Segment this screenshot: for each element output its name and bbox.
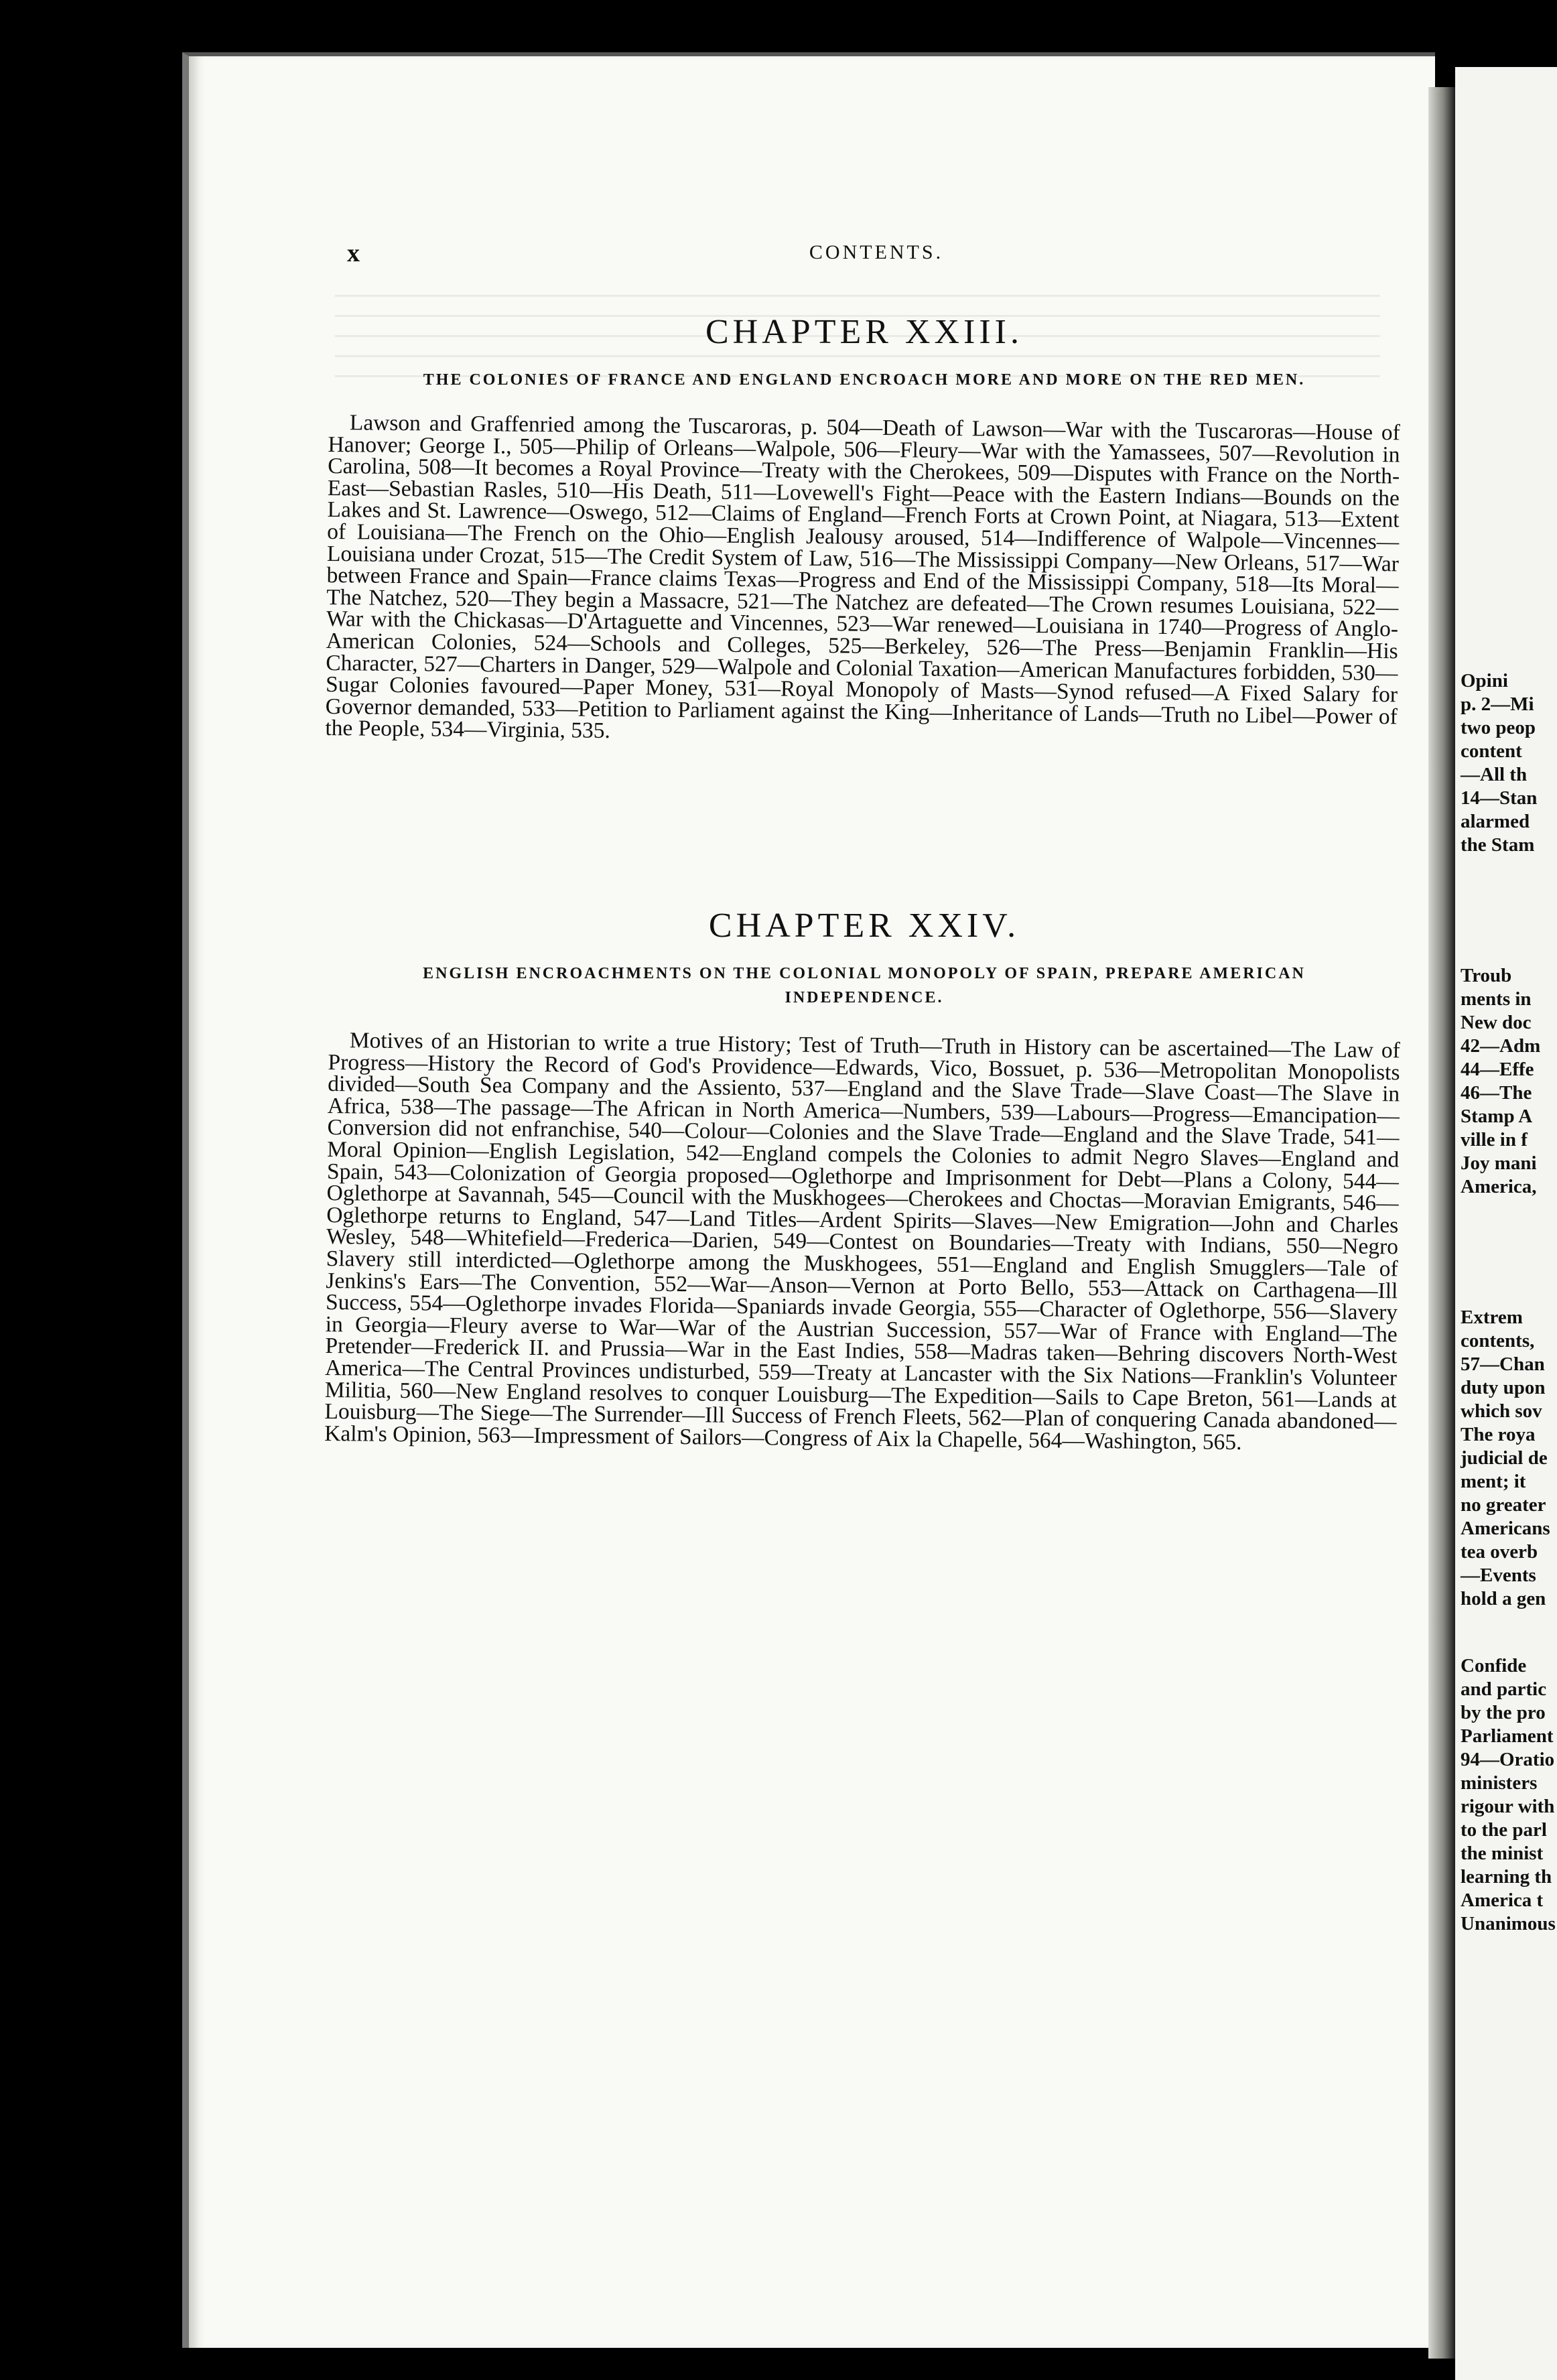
facing-page-line: 46—The (1461, 1082, 1532, 1104)
facing-page-line: hold a gen (1461, 1588, 1546, 1609)
facing-page-line: —Events (1461, 1565, 1536, 1586)
facing-page-line: Troub (1461, 965, 1512, 986)
facing-page-line: New doc (1461, 1012, 1532, 1033)
facing-page-line: ministers (1461, 1772, 1538, 1794)
facing-page-line: Americans (1461, 1518, 1550, 1539)
facing-page-line: which sov (1461, 1400, 1542, 1422)
running-header (347, 239, 1406, 265)
facing-page-line: the Stam (1461, 834, 1535, 856)
chapter-subtitle: ENGLISH ENCROACHMENTS ON THE COLONIAL MONOPOLY OF SPAIN, PREPARE AMERICAN INDEPENDENCE. (423, 965, 1306, 1006)
book-gutter (1428, 87, 1455, 2359)
facing-page-line: ville in f (1461, 1129, 1528, 1150)
facing-page-line: content (1461, 740, 1522, 762)
chapter-title: CHAPTER XXIII. (705, 313, 1023, 351)
facing-page-line: The roya (1461, 1424, 1536, 1445)
facing-page-line: by the pro (1461, 1702, 1546, 1723)
chapter-xxiii (325, 312, 1400, 744)
running-header-title: CONTENTS. (809, 241, 944, 263)
facing-page-line: rigour with (1461, 1796, 1555, 1817)
chapter-subtitle: THE COLONIES OF FRANCE AND ENGLAND ENCROACH MORE AND MORE ON THE RED MEN. (423, 371, 1306, 389)
facing-page-line: to the parl (1461, 1819, 1547, 1841)
facing-page-line: duty upon (1461, 1377, 1546, 1398)
facing-page-line: the minist (1461, 1843, 1544, 1864)
chapter-title: CHAPTER XXIV. (708, 907, 1020, 945)
facing-page-line: ment; it (1461, 1471, 1526, 1492)
facing-page-line: contents, (1461, 1330, 1535, 1351)
facing-page-line: Parliament (1461, 1725, 1554, 1747)
facing-page-line: 14—Stan (1461, 787, 1538, 809)
facing-page-line: and partic (1461, 1678, 1547, 1700)
facing-page-line: 42—Adm (1461, 1035, 1541, 1057)
facing-page-line: Joy mani (1461, 1152, 1537, 1174)
facing-page-line: —All th (1461, 764, 1528, 785)
facing-page-line: judicial de (1461, 1447, 1548, 1469)
facing-page-line: 94—Oratio (1461, 1749, 1555, 1770)
facing-page-line: alarmed (1461, 811, 1530, 832)
facing-page-line: 57—Chan (1461, 1353, 1545, 1375)
facing-page-line: two peop (1461, 717, 1536, 738)
chapter-xxiv (324, 906, 1400, 1455)
facing-page-line: tea overb (1461, 1541, 1538, 1563)
facing-page-line: learning th (1461, 1866, 1552, 1888)
facing-page-line: p. 2—Mi (1461, 693, 1534, 715)
chapter-summary: Lawson and Graffenried among the Tuscaroras, p. 504—Death of Lawson—War with the Tuscaroras—House of Hanover; George I., 505—Philip of Orleans—Walpole, 506—Fleury—War with the Yamassees, 507—Revolution in Carolina, 508—It becomes a Royal Province—Treaty with the Cherokees, 509—Disputes with France on the North-East—Sebastian Rasles, 510—His Death, 511—Lovewell's Fight—Peace with the Eastern Indians—Bounds on the Lakes and St. Lawrence—Oswego, 512—Claims of England—French Forts at Crown Point, at Niagara, 513—Extent of Louisiana—The French on the Ohio—English Jealousy aroused, 514—Indifference of Walpole—Vincennes—Louisiana under Crozat, 515—The Credit System of Law, 516—The Mississippi Company—New Orleans, 517—War between France and Spain—France claims Texas—Progress and End of the Mississippi Company, 518—Its Moral—The Natchez, 520—They begin a Massacre, 521—The Natchez are defeated—The Crown resumes Louisiana, 522—War with the Chickasas—D'Artaguette and Vincennes, 523—War renewed—Louisiana in 1740—Progress of Anglo-American Colonies, 524—Schools and Colleges, 525—Berkeley, 526—The Press—Benjamin Franklin—His Character, 527—Charters in Danger, 529—Walpole and Colonial Taxation—American Manufactures forbidden, 530—Sugar Colonies favoured—Paper Money, 531—Royal Monopoly of Masts—Synod refused—A Fixed Salary for Governor demanded, 533—Petition to Parliament against the King—Inheritance of Lands—Truth no Libel—Power of the People, 534—Virginia, 535. (325, 410, 1400, 744)
page-numeral: x (347, 239, 360, 267)
facing-page-line: Opini (1461, 670, 1508, 691)
facing-page-edge (1455, 67, 1557, 2380)
facing-page-line: Confide (1461, 1655, 1527, 1676)
facing-page-line: 44—Effe (1461, 1059, 1534, 1080)
facing-page-line: Stamp A (1461, 1106, 1533, 1127)
facing-page-line: America t (1461, 1890, 1544, 1911)
facing-page-line: no greater (1461, 1494, 1546, 1516)
facing-page-line: America, (1461, 1176, 1537, 1197)
facing-page-line: Extrem (1461, 1307, 1523, 1328)
facing-page-line: ments in (1461, 988, 1532, 1010)
chapter-summary: Motives of an Historian to write a true History; Test of Truth—Truth in History can be ascertained—The Law of Progress—History the Record of God's Providence—Edwards, Vico, Bossuet, p. 536—Metropolitan Monopolists divided—South Sea Company and the Assiento, 537—England and the Slave Trade—Slave Coast—The Slave in Africa, 538—The passage—The African in North America—Numbers, 539—Labours—Progress—Emancipation—Conversion did not enfranchise, 540—Colour—Colonies and the Slave Trade—England and the Slave Trade, 541—Moral Opinion—English Legislation, 542—England compels the Colonies to admit Negro Slaves—England and Spain, 543—Colonization of Georgia proposed—Oglethorpe and Imprisonment for Debt—Plans a Colony, 544—Oglethorpe at Savannah, 545—Council with the Muskhogees—Cherokees and Choctas—Moravian Emigrants, 546—Oglethorpe returns to England, 547—Land Titles—Ardent Spirits—Slaves—New Emigration—John and Charles Wesley, 548—Whitefield—Frederica—Darien, 549—Contest on Boundaries—Treaty with Indians, 550—Negro Slavery still interdicted—Oglethorpe among the Muskhogees, 551—England and English Smugglers—Tale of Jenkins's Ears—The Convention, 552—War—Anson—Vernon at Porto Bello, 553—Attack on Carthagena—Ill Success, 554—Oglethorpe invades Florida—Spaniards invade Georgia, 555—Character of Oglethorpe, 556—Slavery in Georgia—Fleury averse to War—War of the Austrian Succession, 557—War of France with England—The Pretender—Frederick II. and Prussia—War in the East Indies, 558—Madras taken—Behring discovers North-West America—The Central Provinces undisturbed, 559—Treaty at Lancaster with the Six Nations—Franklin's Volunteer Militia, 560—New England resolves to conquer Louisburg—The Expedition—Sails to Cape Breton, 561—Lands at Louisburg—The Siege—The Surrender—Ill Success of French Fleets, 562—Plan of conquering Canada abandoned—Kalm's Opinion, 563—Impressment of Sailors—Congress of Aix la Chapelle, 564—Washington, 565. (324, 1028, 1400, 1455)
facing-page-line: Unanimous (1461, 1913, 1556, 1934)
